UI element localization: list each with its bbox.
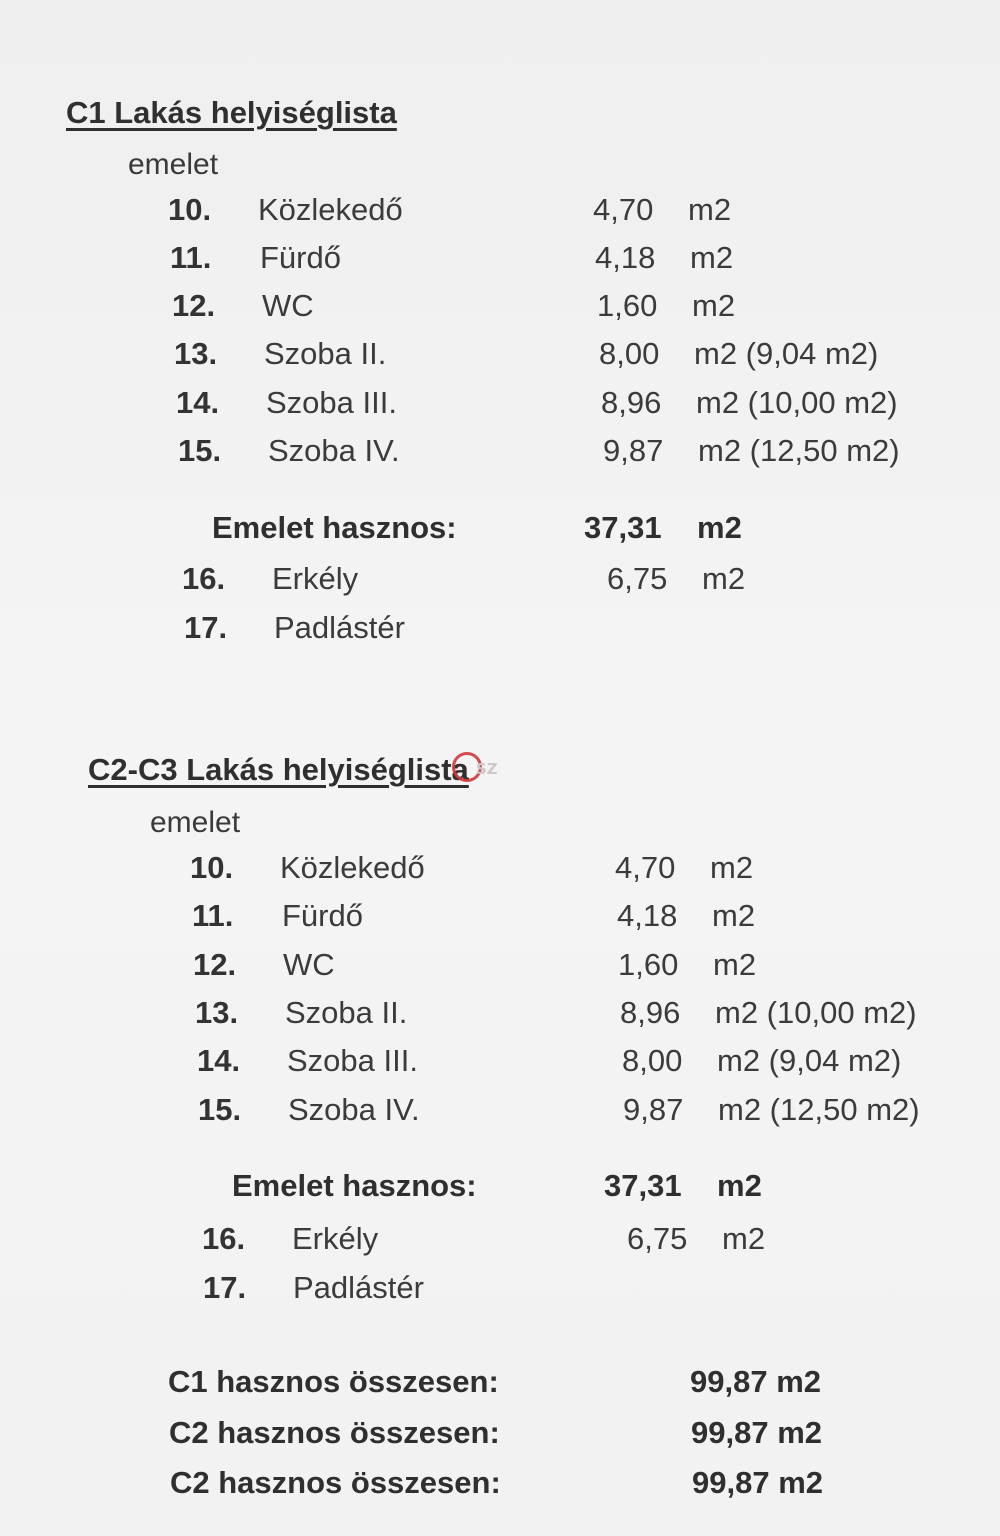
room-row (172, 288, 992, 328)
room-number: 17. (203, 1270, 247, 1305)
room-row (203, 1270, 1000, 1310)
room-name: Szoba II. (285, 995, 408, 1030)
room-number: 10. (190, 850, 234, 885)
room-unit: m2 (722, 1221, 766, 1256)
room-unit: m2 (10,00 m2) (696, 385, 898, 420)
room-name: Közlekedő (258, 192, 403, 227)
room-unit: m2 (692, 288, 736, 323)
useful-area-label: Emelet hasznos: (212, 510, 457, 545)
total-value: 99,87 m2 (692, 1465, 823, 1500)
room-area: 1,60 (618, 947, 679, 982)
floor-label: emelet (150, 806, 241, 839)
room-unit: m2 (688, 192, 732, 227)
useful-area-value: 37,31 (604, 1168, 682, 1203)
room-name: Szoba IV. (288, 1092, 420, 1127)
room-number: 12. (172, 288, 216, 323)
room-row (170, 240, 990, 280)
room-number: 17. (184, 610, 228, 645)
room-row (198, 1092, 1000, 1132)
room-unit: m2 (12,50 m2) (698, 433, 900, 468)
room-name: WC (283, 947, 335, 982)
room-area: 4,70 (615, 850, 676, 885)
room-unit: m2 (9,04 m2) (717, 1043, 902, 1078)
room-name: Erkély (272, 561, 359, 596)
room-area: 8,00 (599, 336, 660, 371)
room-row (168, 192, 988, 232)
room-name: Közlekedő (280, 850, 425, 885)
room-area: 9,87 (623, 1092, 684, 1127)
floor-label: emelet (128, 148, 219, 181)
room-unit: m2 (710, 850, 754, 885)
room-row (197, 1043, 1000, 1083)
total-value: 99,87 m2 (691, 1415, 822, 1450)
room-unit: m2 (12,50 m2) (718, 1092, 920, 1127)
room-number: 10. (168, 192, 212, 227)
watermark-text: SZ (476, 760, 498, 778)
room-name: Szoba II. (264, 336, 387, 371)
total-label: C2 hasznos összesen: (170, 1465, 501, 1500)
room-row (195, 995, 1000, 1035)
room-area: 8,96 (601, 385, 662, 420)
room-area: 4,18 (595, 240, 656, 275)
room-number: 15. (198, 1092, 242, 1127)
room-name: Fürdő (282, 898, 363, 933)
room-row (182, 561, 1000, 601)
room-unit: m2 (702, 561, 746, 596)
room-row (184, 610, 1000, 650)
room-area: 6,75 (607, 561, 668, 596)
room-number: 12. (193, 947, 237, 982)
room-unit: m2 (10,00 m2) (715, 995, 917, 1030)
room-area: 9,87 (603, 433, 664, 468)
room-row (190, 850, 1000, 890)
room-row (178, 433, 998, 473)
room-name: Szoba IV. (268, 433, 400, 468)
room-unit: m2 (713, 947, 757, 982)
section-title: C1 Lakás helyiséglista (66, 95, 397, 130)
useful-area-unit: m2 (717, 1168, 762, 1203)
room-number: 11. (170, 240, 212, 275)
room-area: 1,60 (597, 288, 658, 323)
room-name: Erkély (292, 1221, 379, 1256)
total-label: C2 hasznos összesen: (169, 1415, 500, 1450)
room-name: Szoba III. (266, 385, 397, 420)
room-number: 13. (174, 336, 218, 371)
room-row (192, 898, 1000, 938)
room-area: 4,70 (593, 192, 654, 227)
room-area: 6,75 (627, 1221, 688, 1256)
room-unit: m2 (9,04 m2) (694, 336, 879, 371)
room-area: 4,18 (617, 898, 678, 933)
useful-area-unit: m2 (697, 510, 742, 545)
room-name: WC (262, 288, 314, 323)
room-number: 16. (202, 1221, 246, 1256)
room-number: 14. (197, 1043, 241, 1078)
room-row (176, 385, 996, 425)
total-value: 99,87 m2 (690, 1364, 821, 1399)
room-name: Padlástér (293, 1270, 424, 1305)
room-row (193, 947, 1000, 987)
room-row (202, 1221, 1000, 1261)
room-number: 16. (182, 561, 226, 596)
total-label: C1 hasznos összesen: (168, 1364, 499, 1399)
room-area: 8,96 (620, 995, 681, 1030)
room-area: 8,00 (622, 1043, 683, 1078)
room-name: Fürdő (260, 240, 341, 275)
room-number: 14. (176, 385, 220, 420)
room-name: Szoba III. (287, 1043, 418, 1078)
useful-area-label: Emelet hasznos: (232, 1168, 477, 1203)
useful-area-value: 37,31 (584, 510, 662, 545)
room-number: 11. (192, 898, 234, 933)
room-unit: m2 (712, 898, 756, 933)
room-number: 15. (178, 433, 222, 468)
room-row (174, 336, 994, 376)
room-name: Padlástér (274, 610, 405, 645)
section-title: C2-C3 Lakás helyiséglista (88, 752, 469, 787)
room-unit: m2 (690, 240, 734, 275)
room-number: 13. (195, 995, 239, 1030)
